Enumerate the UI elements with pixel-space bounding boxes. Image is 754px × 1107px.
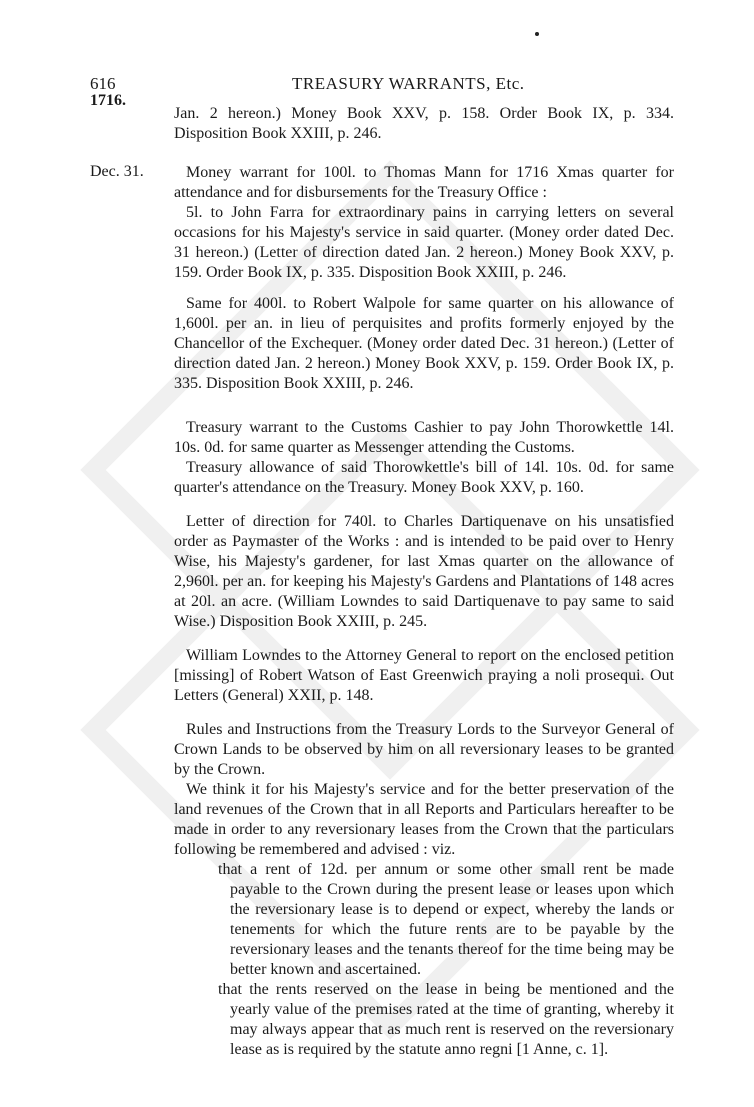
entry (174, 418, 674, 498)
entry (174, 294, 674, 394)
running-head: TREASURY WARRANTS, Etc. (292, 74, 525, 93)
entry-paragraph: that the rents reserved on the lease in being be mentioned and the yearly value of the premises rated at the time of granting, whereby it may always appear that as much rent is reserved on the reversionary lease as is required by the statute anno regni [1 Anne, c. 1]. (218, 981, 674, 1058)
entry (174, 163, 674, 283)
entry-paragraph: Treasury warrant to the Customs Cashier to pay John Thorowkettle 14l. 10s. 0d. for same quarter as Messenger attending the Customs. (174, 419, 674, 456)
entry-paragraph: Letter of direction for 740l. to Charles Dartiquenave on his unsatisfied order as Paymaster of the Works : and is intended to be paid over to Henry Wise, his Majesty's gardener, for last Xmas quarter on the allowance of 2,960l. per an. for keeping his Majesty's Gardens and Plantations of 148 acres at 20l. an acre. (William Lowndes to said Dartiquenave to pay same to said Wise.) Disposition Book XXIII, p. 245. (174, 513, 674, 630)
entry-paragraph: Rules and Instructions from the Treasury Lords to the Surveyor General of Crown Lands to be observed by him on all reversionary leases to be granted by the Crown. (174, 721, 674, 778)
entry (174, 512, 674, 632)
entry (174, 646, 674, 706)
entry-date: Dec. 31. (90, 163, 144, 180)
entry-paragraph: We think it for his Majesty's service and for the better preservation of the land revenues of the Crown that in all Reports and Particulars hereafter to be made in order to any reversionary leases from the Crown that the particulars following be remembered and advised : viz. (174, 781, 674, 858)
entry-paragraph: Treasury allowance of said Thorowkettle's bill of 14l. 10s. 0d. for same quarter's attendance on the Treasury. Money Book XXV, p. 160. (174, 459, 674, 496)
entry-paragraph: Money warrant for 100l. to Thomas Mann for 1716 Xmas quarter for attendance and for disbursements for the Treasury Office : (174, 164, 674, 201)
page-number: 616 (90, 74, 116, 93)
entry-paragraph: William Lowndes to the Attorney General to report on the enclosed petition [missing] of Robert Watson of East Greenwich praying a noli prosequi. Out Letters (General) XXII, p. 148. (174, 647, 674, 704)
margin-year: 1716. (90, 92, 126, 109)
entry-paragraph: Same for 400l. to Robert Walpole for same quarter on his allowance of 1,600l. per an. in lieu of perquisites and profits formerly enjoyed by the Chancellor of the Exchequer. (Money order dated Dec. 31 hereon.) (Letter of direction dated Jan. 2 hereon.) Money Book XXV, p. 159. Order Book IX, p. 335. Disposition Book XXIII, p. 246. (174, 295, 674, 392)
entry-paragraph: that a rent of 12d. per annum or some other small rent be made payable to the Crown during the present lease or leases upon which the reversionary lease is to depend or expect, whereby the lands or tenements for which the future rents are to be payable by the reversionary leases and the tenants thereof for the time being may be better known and ascertained. (218, 861, 674, 978)
entry-paragraph: 5l. to John Farra for extraordinary pains in carrying letters on several occasions for his Majesty's service in said quarter. (Money order dated Dec. 31 hereon.) (Letter of direction dated Jan. 2 hereon.) Money Book XXV, p. 159. Order Book IX, p. 335. Disposition Book XXIII, p. 246. (174, 204, 674, 281)
speck-dot (535, 32, 539, 36)
entry-continuation (174, 104, 674, 144)
entry (174, 720, 674, 1060)
entry-paragraph: Jan. 2 hereon.) Money Book XXV, p. 158. Order Book IX, p. 334. Disposition Book XXIII, p. 246. (174, 105, 674, 142)
